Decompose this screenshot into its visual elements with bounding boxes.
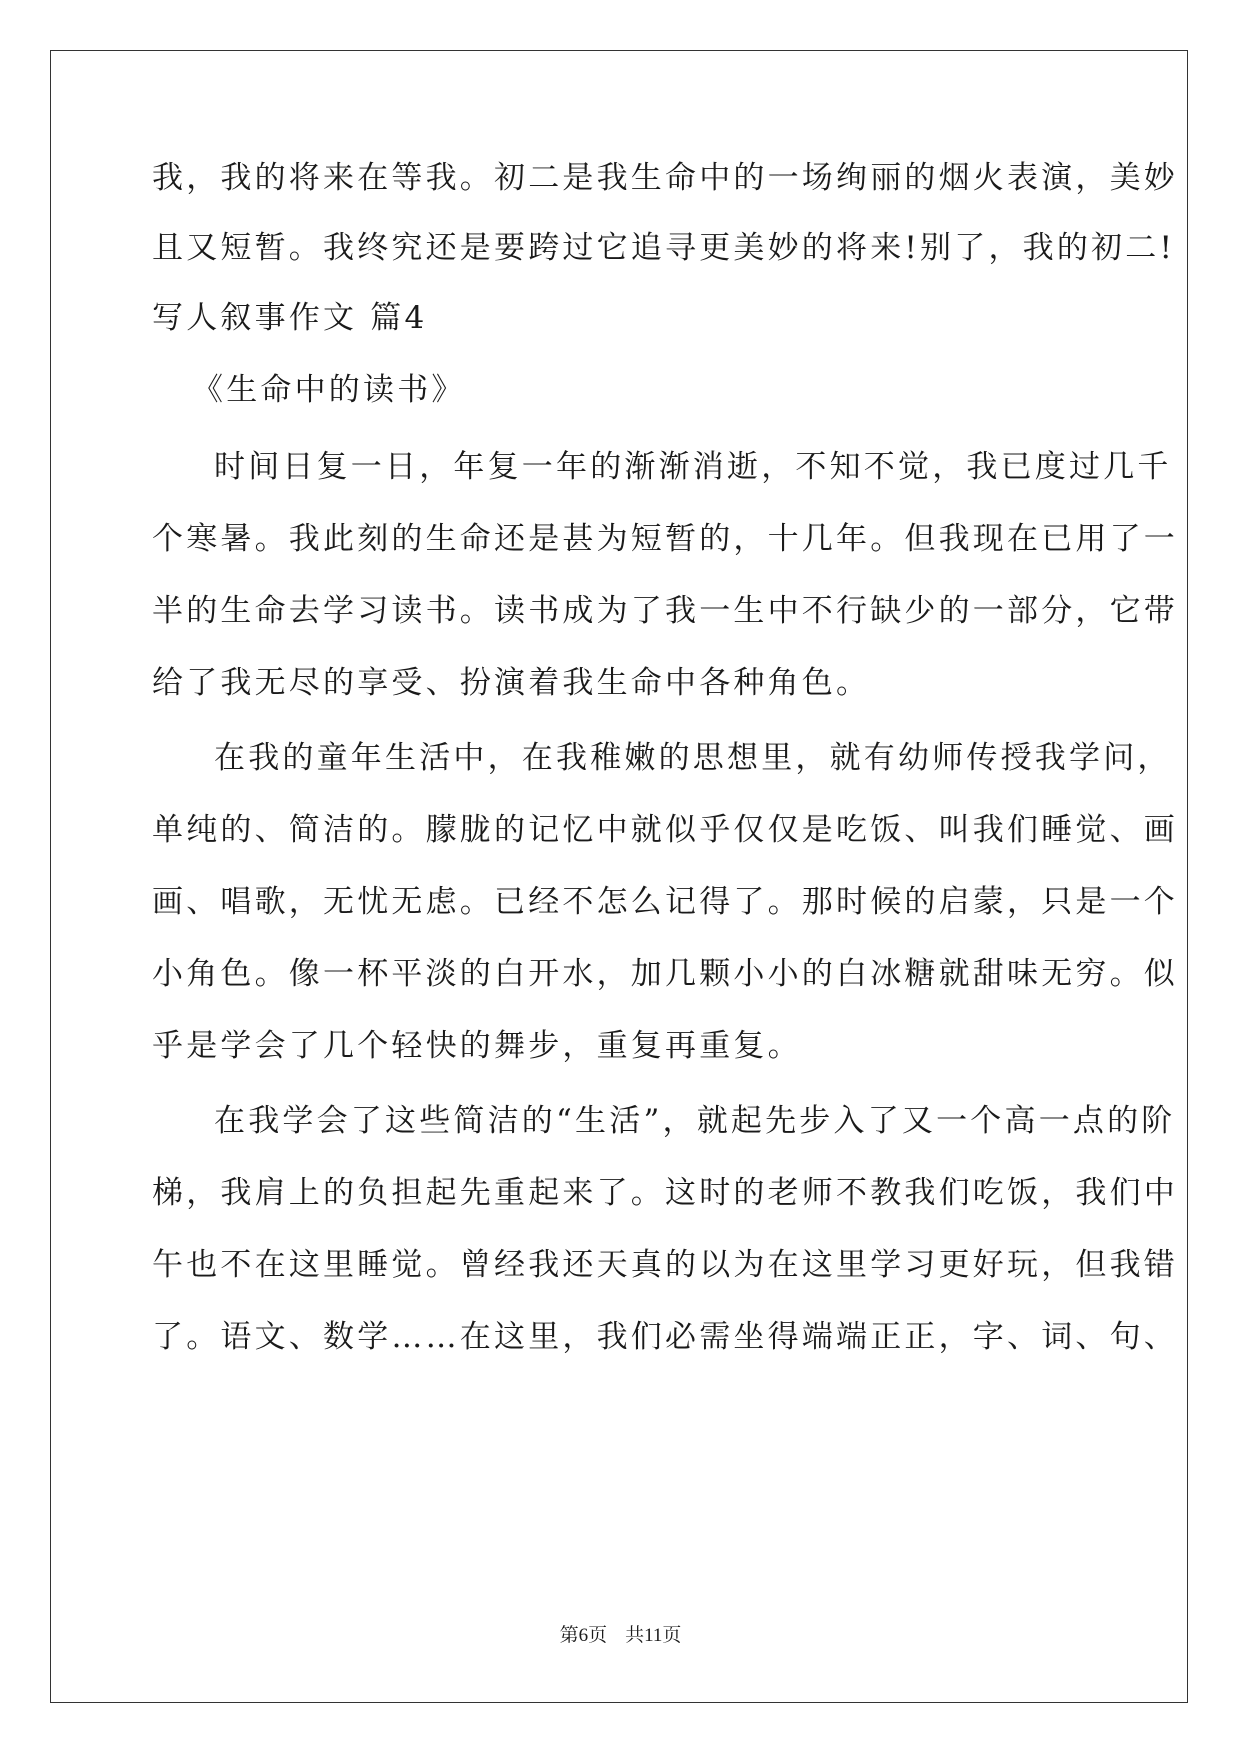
text-line: 小角色。像一杯平淡的白开水，加几颗小小的白冰糖就甜味无穷。似 [152, 956, 1178, 992]
current-page-number: 6 [578, 1625, 589, 1646]
text-line: 乎是学会了几个轻快的舞步，重复再重复。 [152, 1028, 802, 1064]
text-line: 午也不在这里睡觉。曾经我还天真的以为在这里学习更好玩，但我错 [152, 1247, 1178, 1283]
footer-total-suffix: 页 [662, 1624, 682, 1646]
section-heading: 写人叙事作文 篇4 [152, 300, 428, 336]
text-line: 画、唱歌，无忧无虑。已经不怎么记得了。那时候的启蒙，只是一个 [152, 884, 1178, 920]
text-line: 梯，我肩上的负担起先重起来了。这时的老师不教我们吃饭，我们中 [152, 1175, 1178, 1211]
text-line: 我，我的将来在等我。初二是我生命中的一场绚丽的烟火表演，美妙 [152, 160, 1178, 196]
essay-title: 《生命中的读书》 [192, 372, 466, 408]
text-line: 给了我无尽的享受、扮演着我生命中各种角色。 [152, 665, 871, 701]
text-line: 了。语文、数学……在这里，我们必需坐得端端正正，字、词、句、 [152, 1319, 1178, 1355]
footer-prefix: 第 [559, 1624, 579, 1646]
text-line: 个寒暑。我此刻的生命还是甚为短暂的，十几年。但我现在已用了一 [152, 521, 1178, 557]
footer-total-prefix: 共 [625, 1624, 645, 1646]
page-footer [0, 1623, 1241, 1648]
text-line: 半的生命去学习读书。读书成为了我一生中不行缺少的一部分，它带 [152, 593, 1178, 629]
text-line: 时间日复一日，年复一年的渐渐消逝，不知不觉，我已度过几千 [214, 449, 1172, 485]
text-line: 在我的童年生活中，在我稚嫩的思想里，就有幼师传授我学问， [214, 740, 1172, 776]
total-page-number: 11 [644, 1625, 663, 1646]
text-line: 单纯的、简洁的。朦胧的记忆中就似乎仅仅是吃饭、叫我们睡觉、画 [152, 812, 1178, 848]
footer-page-suffix: 页 [588, 1624, 608, 1646]
text-line: 在我学会了这些简洁的“生活”，就起先步入了又一个高一点的阶 [214, 1103, 1176, 1139]
page-number [560, 1624, 608, 1646]
text-line: 且又短暂。我终究还是要跨过它追寻更美妙的将来!别了，我的初二! [152, 230, 1176, 266]
total-pages [625, 1624, 681, 1646]
